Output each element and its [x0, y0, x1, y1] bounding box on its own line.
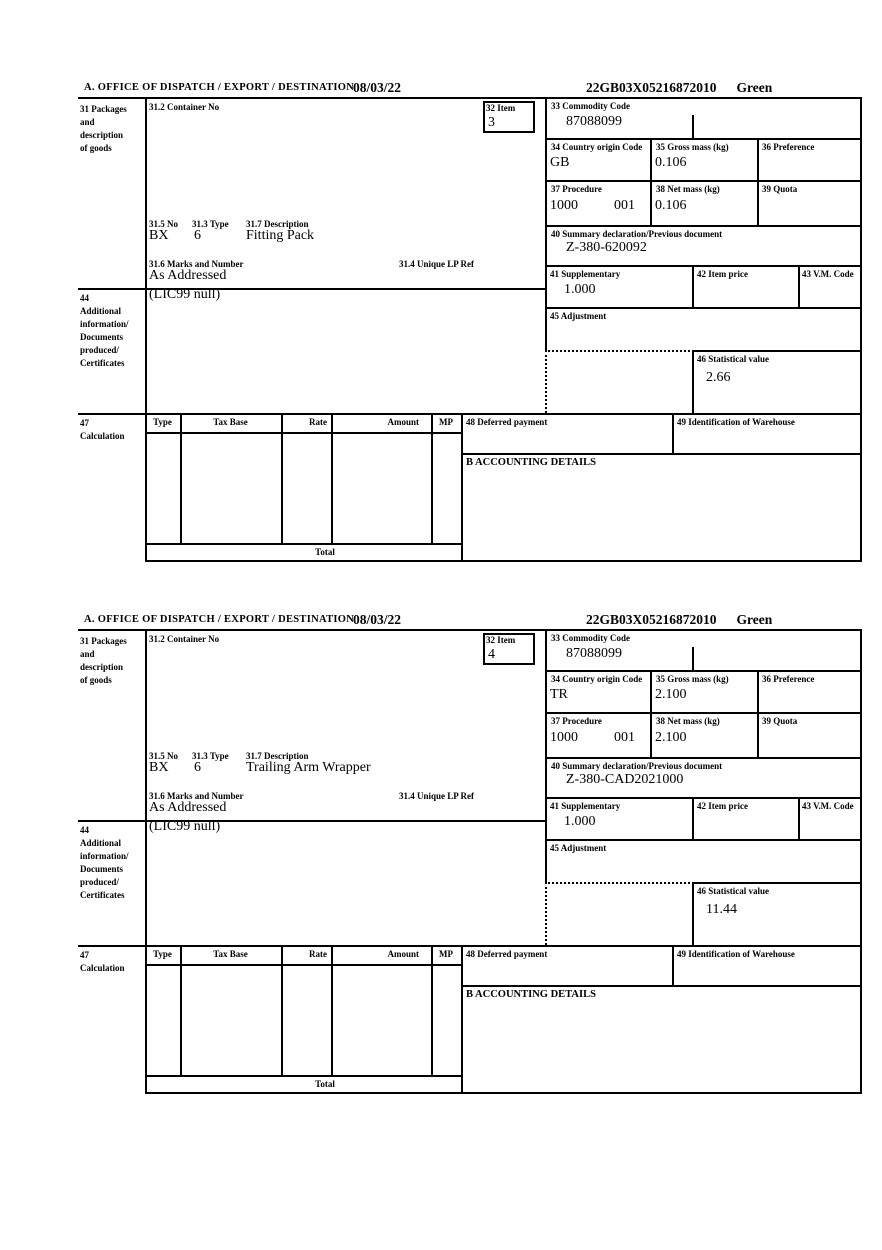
item-label: 32 Item [486, 635, 516, 645]
supplementary-label: 41 Supplementary [550, 801, 621, 811]
goods-description-value: Fitting Pack [246, 228, 315, 243]
package-no-value: BX [149, 760, 169, 775]
preference-label: 36 Preference [762, 674, 815, 684]
calc-header-type: Type [153, 949, 172, 959]
container-no-label: 31.2 Container No [149, 102, 220, 112]
grid-line [798, 797, 800, 841]
grid-line [545, 629, 547, 884]
grid-line [461, 945, 463, 1092]
net-mass-value: 0.106 [655, 198, 687, 213]
marks-label: 31.6 Marks and Number [149, 791, 244, 801]
box31-label: of goods [80, 143, 112, 153]
commodity-code-value: 87088099 [566, 646, 622, 661]
preference-label: 36 Preference [762, 142, 815, 152]
procedure-value: 1000 [550, 730, 578, 745]
calc-total-label: Total [315, 547, 335, 557]
movement-reference-line [586, 80, 772, 96]
grid-line [692, 350, 694, 415]
grid-line [757, 670, 759, 759]
quota-label: 39 Quota [762, 184, 798, 194]
grid-line [650, 670, 652, 759]
grid-line [545, 265, 862, 267]
box44-label: Additional [80, 838, 122, 848]
grid-line [545, 670, 862, 672]
adjustment-label: 45 Adjustment [550, 843, 607, 853]
commodity-code-divider [692, 115, 694, 138]
box47-label: Calculation [80, 431, 125, 441]
package-type-value: 6 [194, 760, 201, 775]
grid-line [431, 413, 433, 543]
package-type-label: 31.3 Type [192, 751, 229, 761]
summary-declaration-label: 40 Summary declaration/Previous document [551, 229, 723, 239]
procedure-extension-value: 001 [614, 198, 635, 213]
supplementary-value: 1.000 [564, 814, 596, 829]
grid-line [798, 265, 800, 309]
package-type-value: 6 [194, 228, 201, 243]
grid-line [180, 413, 182, 543]
grid-line [545, 839, 862, 841]
item-label: 32 Item [486, 103, 516, 113]
movement-reference-line [586, 612, 772, 628]
net-mass-value: 2.100 [655, 730, 687, 745]
country-origin-value: TR [550, 687, 568, 702]
calc-header-tax-base: Tax Base [213, 417, 248, 427]
warehouse-id-label: 49 Identification of Warehouse [677, 949, 795, 959]
grid-line [545, 138, 862, 140]
quota-label: 39 Quota [762, 716, 798, 726]
summary-declaration-value: Z-380-CAD2021000 [566, 772, 684, 787]
container-no-label: 31.2 Container No [149, 634, 220, 644]
box44-label: Documents [80, 332, 123, 342]
item-price-label: 42 Item price [697, 801, 748, 811]
office-of-dispatch-heading: A. OFFICE OF DISPATCH / EXPORT / DESTINATION [84, 614, 355, 625]
grid-line [672, 413, 674, 455]
unique-lp-ref-label: 31.4 Unique LP Ref [399, 259, 475, 269]
calc-header-mp: MP [439, 949, 453, 959]
dotted-grid-line [545, 882, 694, 884]
grid-line [650, 138, 652, 227]
grid-line [692, 882, 694, 947]
box31-label: of goods [80, 675, 112, 685]
item-number-value: 4 [488, 647, 495, 662]
package-no-value: BX [149, 228, 169, 243]
vm-code-label: 43 V.M. Code [802, 269, 854, 279]
movement-reference-number: 22GB03X05216872010 [586, 612, 717, 627]
box31-label: description [80, 662, 124, 672]
procedure-extension-value: 001 [614, 730, 635, 745]
commodity-code-label: 33 Commodity Code [551, 633, 630, 643]
calc-header-mp: MP [439, 417, 453, 427]
box31-label: 31 Packages [80, 104, 127, 114]
goods-description-value: Trailing Arm Wrapper [246, 760, 371, 775]
commodity-code-value: 87088099 [566, 114, 622, 129]
box44-label: produced/ [80, 345, 119, 355]
grid-line [692, 797, 694, 841]
declaration-date: 08/03/22 [353, 612, 402, 627]
box44-label: Additional [80, 306, 122, 316]
procedure-value: 1000 [550, 198, 578, 213]
box31-label: and [80, 649, 95, 659]
dotted-grid-line [545, 882, 547, 945]
package-type-label: 31.3 Type [192, 219, 229, 229]
box47-label: Calculation [80, 963, 125, 973]
net-mass-label: 38 Net mass (kg) [656, 184, 720, 194]
description-label: 31.7 Description [246, 219, 309, 229]
commodity-code-divider [692, 647, 694, 670]
grid-line [545, 712, 862, 714]
statistical-value: 2.66 [706, 370, 731, 385]
calc-header-rate: Rate [309, 417, 327, 427]
accounting-details-label: B ACCOUNTING DETAILS [466, 989, 596, 1000]
accounting-details-label: B ACCOUNTING DETAILS [466, 457, 596, 468]
box31-label: description [80, 130, 124, 140]
net-mass-label: 38 Net mass (kg) [656, 716, 720, 726]
marks-label: 31.6 Marks and Number [149, 259, 244, 269]
declaration-date: 08/03/22 [353, 80, 402, 95]
item-price-label: 42 Item price [697, 269, 748, 279]
grid-line [757, 138, 759, 227]
grid-line [545, 97, 547, 352]
item-number-value: 3 [488, 115, 495, 130]
description-label: 31.7 Description [246, 751, 309, 761]
marks-value: As Addressed [149, 268, 227, 283]
supplementary-label: 41 Supplementary [550, 269, 621, 279]
box44-label: Certificates [80, 890, 125, 900]
country-origin-label: 34 Country origin Code [551, 142, 643, 152]
box44-label: 44 [80, 293, 89, 303]
vm-code-label: 43 V.M. Code [802, 801, 854, 811]
grid-line [78, 629, 862, 631]
package-no-label: 31.5 No [149, 751, 178, 761]
gross-mass-label: 35 Gross mass (kg) [656, 142, 729, 152]
movement-reference-number: 22GB03X05216872010 [586, 80, 717, 95]
routing-indicator: Green [736, 80, 773, 95]
additional-information-value: (LIC99 null) [149, 819, 221, 834]
grid-line [145, 97, 147, 562]
grid-line [461, 453, 862, 455]
box47-label: 47 [80, 950, 89, 960]
grid-line [461, 985, 862, 987]
grid-line [672, 945, 674, 987]
country-origin-label: 34 Country origin Code [551, 674, 643, 684]
box44-label: Certificates [80, 358, 125, 368]
unique-lp-ref-label: 31.4 Unique LP Ref [399, 791, 475, 801]
statistical-value: 11.44 [706, 902, 737, 917]
marks-value: As Addressed [149, 800, 227, 815]
declaration-item-3-section [78, 82, 862, 564]
procedure-label: 37 Procedure [551, 184, 602, 194]
grid-line [545, 797, 862, 799]
grid-line [545, 757, 862, 759]
grid-line [545, 307, 862, 309]
gross-mass-value: 0.106 [655, 155, 687, 170]
grid-line [180, 945, 182, 1075]
grid-line [281, 945, 283, 1075]
grid-line [145, 432, 463, 434]
grid-line [692, 350, 862, 352]
additional-information-value: (LIC99 null) [149, 287, 221, 302]
grid-line [331, 413, 333, 543]
statistical-value-label: 46 Statistical value [697, 886, 769, 896]
box31-label: and [80, 117, 95, 127]
commodity-code-label: 33 Commodity Code [551, 101, 630, 111]
grid-line [692, 265, 694, 309]
statistical-value-label: 46 Statistical value [697, 354, 769, 364]
box44-label: produced/ [80, 877, 119, 887]
grid-line [461, 413, 463, 560]
procedure-label: 37 Procedure [551, 716, 602, 726]
gross-mass-label: 35 Gross mass (kg) [656, 674, 729, 684]
grid-line [545, 180, 862, 182]
dotted-grid-line [545, 350, 547, 413]
grid-line [78, 97, 862, 99]
box47-label: 47 [80, 418, 89, 428]
deferred-payment-label: 48 Deferred payment [466, 949, 548, 959]
box31-label: 31 Packages [80, 636, 127, 646]
supplementary-value: 1.000 [564, 282, 596, 297]
summary-declaration-value: Z-380-620092 [566, 240, 647, 255]
deferred-payment-label: 48 Deferred payment [466, 417, 548, 427]
gross-mass-value: 2.100 [655, 687, 687, 702]
grid-line [431, 945, 433, 1075]
box44-label: information/ [80, 851, 129, 861]
calc-header-amount: Amount [387, 417, 419, 427]
calc-header-amount: Amount [387, 949, 419, 959]
grid-line [860, 97, 862, 562]
calc-header-rate: Rate [309, 949, 327, 959]
box44-label: 44 [80, 825, 89, 835]
office-of-dispatch-heading: A. OFFICE OF DISPATCH / EXPORT / DESTINATION [84, 82, 355, 93]
calc-header-type: Type [153, 417, 172, 427]
country-origin-value: GB [550, 155, 570, 170]
package-no-label: 31.5 No [149, 219, 178, 229]
grid-line [331, 945, 333, 1075]
box44-label: Documents [80, 864, 123, 874]
grid-line [145, 964, 463, 966]
grid-line [281, 413, 283, 543]
box44-label: information/ [80, 319, 129, 329]
routing-indicator: Green [736, 612, 773, 627]
declaration-item-4-section [78, 614, 862, 1096]
calc-total-label: Total [315, 1079, 335, 1089]
grid-line [860, 629, 862, 1094]
summary-declaration-label: 40 Summary declaration/Previous document [551, 761, 723, 771]
grid-line [545, 225, 862, 227]
adjustment-label: 45 Adjustment [550, 311, 607, 321]
grid-line [692, 882, 862, 884]
calc-header-tax-base: Tax Base [213, 949, 248, 959]
grid-line [145, 629, 147, 1094]
dotted-grid-line [545, 350, 694, 352]
warehouse-id-label: 49 Identification of Warehouse [677, 417, 795, 427]
